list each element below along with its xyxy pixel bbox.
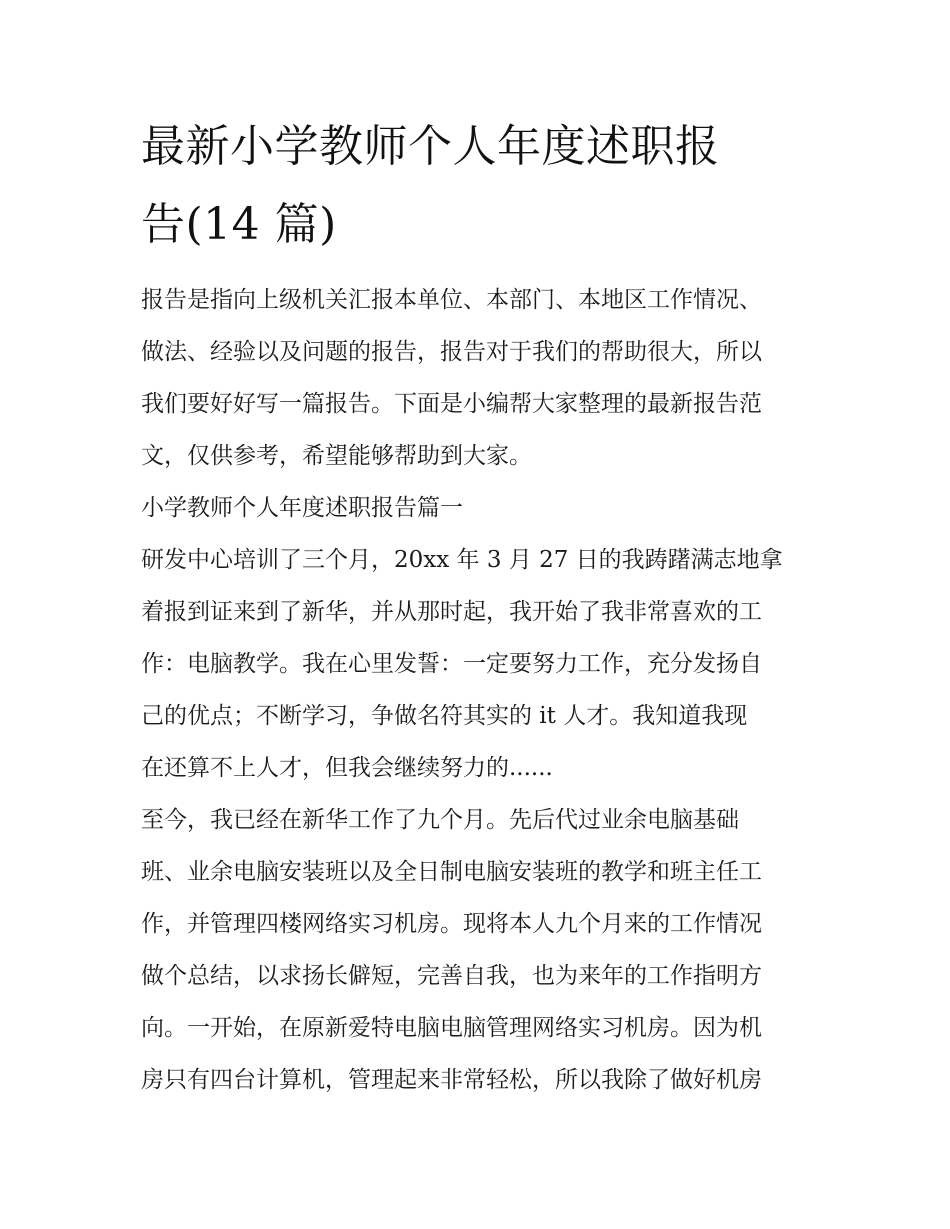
document-title [141, 108, 813, 264]
section-heading-text: 小学教师个人年度述职报告篇一 [141, 495, 463, 521]
text-line: 在还算不上人才，但我会继续努力的...... [141, 755, 553, 781]
text-line: 报告是指向上级机关汇报本单位、本部门、本地区工作情况、 [141, 287, 762, 313]
text-line: 作：电脑教学。我在心里发誓：一定要努力工作，充分发扬自 [141, 651, 762, 677]
section-heading [141, 482, 813, 534]
text-line: 文，仅供参考，希望能够帮助到大家。 [141, 443, 532, 469]
intro-paragraph [141, 274, 813, 482]
text-line: 至今，我已经在新华工作了九个月。先后代过业余电脑基础 [141, 807, 739, 833]
title-line: 最新小学教师个人年度述职报 [141, 121, 720, 172]
title-line: 告(14 篇) [141, 199, 337, 250]
body-paragraph-1 [141, 534, 813, 794]
document-body [141, 108, 813, 1106]
text-line: 我们要好好写一篇报告。下面是小编帮大家整理的最新报告范 [141, 391, 762, 417]
text-line: 作，并管理四楼网络实习机房。现将本人九个月来的工作情况 [141, 911, 762, 937]
text-line: 己的优点；不断学习，争做名符其实的 it 人才。我知道我现 [141, 703, 748, 729]
text-line: 研发中心培训了三个月，20xx 年 3 月 27 日的我踌躇满志地拿 [141, 547, 783, 573]
text-line: 房只有四台计算机，管理起来非常轻松，所以我除了做好机房 [141, 1067, 762, 1093]
text-line: 做个总结，以求扬长僻短，完善自我，也为来年的工作指明方 [141, 963, 762, 989]
text-line: 着报到证来到了新华，并从那时起，我开始了我非常喜欢的工 [141, 599, 762, 625]
text-line: 向。一开始，在原新爱特电脑电脑管理网络实习机房。因为机 [141, 1015, 762, 1041]
text-line: 做法、经验以及问题的报告，报告对于我们的帮助很大，所以 [141, 339, 762, 365]
text-line: 班、业余电脑安装班以及全日制电脑安装班的教学和班主任工 [141, 859, 762, 885]
body-paragraph-2 [141, 794, 813, 1106]
